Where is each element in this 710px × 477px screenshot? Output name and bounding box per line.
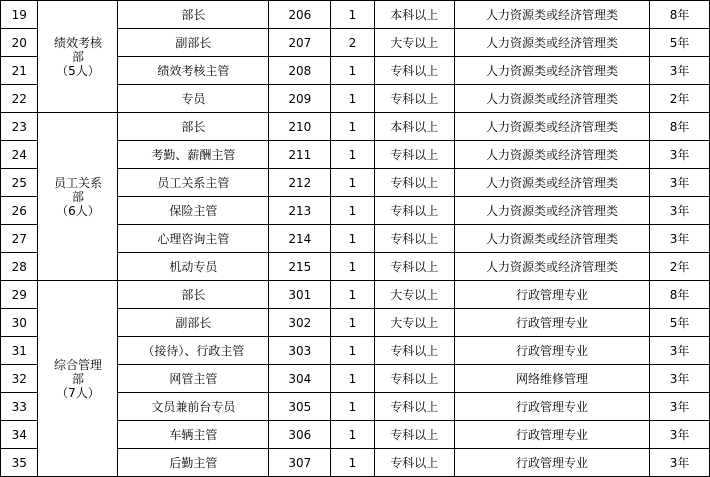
cell-education: 专科以上	[374, 169, 454, 197]
cell-headcount: 1	[331, 225, 375, 253]
cell-index: 21	[1, 57, 38, 85]
department-line: 部	[71, 49, 84, 64]
cell-position-code: 206	[269, 1, 331, 29]
cell-education: 专科以上	[374, 449, 454, 477]
cell-major: 人力资源类或经济管理类	[454, 113, 649, 141]
cell-headcount: 1	[331, 253, 375, 281]
cell-position-code: 303	[269, 337, 331, 365]
department-line: （5人）	[56, 63, 100, 78]
cell-major: 行政管理专业	[454, 309, 649, 337]
cell-major: 行政管理专业	[454, 449, 649, 477]
department-line: 部	[71, 189, 84, 204]
table-body	[1, 1, 710, 477]
cell-major: 人力资源类或经济管理类	[454, 1, 649, 29]
cell-position-code: 211	[269, 141, 331, 169]
cell-headcount: 1	[331, 365, 375, 393]
cell-position-code: 302	[269, 309, 331, 337]
cell-index: 29	[1, 281, 38, 309]
cell-department	[38, 113, 118, 281]
department-line: 部	[71, 371, 84, 386]
cell-headcount: 1	[331, 1, 375, 29]
cell-position-code: 213	[269, 197, 331, 225]
cell-position-code: 214	[269, 225, 331, 253]
cell-major: 行政管理专业	[454, 281, 649, 309]
cell-education: 专科以上	[374, 337, 454, 365]
cell-experience: 5年	[650, 29, 710, 57]
cell-department	[38, 281, 118, 477]
cell-position-code: 307	[269, 449, 331, 477]
cell-headcount: 1	[331, 113, 375, 141]
cell-experience: 3年	[650, 225, 710, 253]
cell-index: 22	[1, 85, 38, 113]
cell-education: 专科以上	[374, 57, 454, 85]
cell-experience: 8年	[650, 1, 710, 29]
cell-major: 行政管理专业	[454, 337, 649, 365]
cell-index: 28	[1, 253, 38, 281]
cell-index: 26	[1, 197, 38, 225]
cell-index: 30	[1, 309, 38, 337]
cell-education: 本科以上	[374, 1, 454, 29]
cell-position-code: 208	[269, 57, 331, 85]
cell-index: 32	[1, 365, 38, 393]
cell-headcount: 1	[331, 141, 375, 169]
cell-headcount: 1	[331, 57, 375, 85]
cell-experience: 3年	[650, 197, 710, 225]
table-row	[1, 1, 710, 29]
cell-position: 网管主管	[118, 365, 269, 393]
cell-index: 24	[1, 141, 38, 169]
cell-education: 专科以上	[374, 253, 454, 281]
cell-position: 心理咨询主管	[118, 225, 269, 253]
cell-position-code: 209	[269, 85, 331, 113]
cell-experience: 3年	[650, 57, 710, 85]
cell-headcount: 1	[331, 309, 375, 337]
cell-education: 专科以上	[374, 393, 454, 421]
cell-index: 27	[1, 225, 38, 253]
cell-major: 行政管理专业	[454, 393, 649, 421]
cell-headcount: 2	[331, 29, 375, 57]
cell-experience: 3年	[650, 393, 710, 421]
cell-major: 人力资源类或经济管理类	[454, 169, 649, 197]
department-line: （7人）	[56, 385, 100, 400]
cell-position: 专员	[118, 85, 269, 113]
cell-position: 绩效考核主管	[118, 57, 269, 85]
department-line: 综合管理	[53, 357, 102, 372]
cell-position: 机动专员	[118, 253, 269, 281]
cell-education: 专科以上	[374, 365, 454, 393]
cell-major: 人力资源类或经济管理类	[454, 225, 649, 253]
cell-major: 人力资源类或经济管理类	[454, 253, 649, 281]
cell-major: 人力资源类或经济管理类	[454, 29, 649, 57]
cell-index: 34	[1, 421, 38, 449]
cell-experience: 5年	[650, 309, 710, 337]
cell-major: 网络维修管理	[454, 365, 649, 393]
cell-major: 人力资源类或经济管理类	[454, 197, 649, 225]
cell-index: 25	[1, 169, 38, 197]
cell-position-code: 215	[269, 253, 331, 281]
cell-education: 大专以上	[374, 309, 454, 337]
cell-position: 保险主管	[118, 197, 269, 225]
cell-education: 专科以上	[374, 421, 454, 449]
cell-education: 专科以上	[374, 197, 454, 225]
cell-position: 副部长	[118, 29, 269, 57]
cell-experience: 3年	[650, 365, 710, 393]
cell-position-code: 304	[269, 365, 331, 393]
cell-position: 部长	[118, 281, 269, 309]
cell-education: 大专以上	[374, 281, 454, 309]
cell-position: 副部长	[118, 309, 269, 337]
cell-experience: 3年	[650, 449, 710, 477]
cell-education: 大专以上	[374, 29, 454, 57]
cell-major: 行政管理专业	[454, 421, 649, 449]
cell-experience: 8年	[650, 281, 710, 309]
cell-position: 车辆主管	[118, 421, 269, 449]
cell-position: 部长	[118, 1, 269, 29]
cell-headcount: 1	[331, 421, 375, 449]
cell-index: 35	[1, 449, 38, 477]
cell-position-code: 306	[269, 421, 331, 449]
cell-position: 后勤主管	[118, 449, 269, 477]
cell-headcount: 1	[331, 337, 375, 365]
cell-index: 31	[1, 337, 38, 365]
cell-experience: 2年	[650, 85, 710, 113]
cell-headcount: 1	[331, 449, 375, 477]
department-line: 员工关系	[53, 175, 102, 190]
cell-experience: 8年	[650, 113, 710, 141]
cell-position-code: 207	[269, 29, 331, 57]
cell-position: 员工关系主管	[118, 169, 269, 197]
cell-major: 人力资源类或经济管理类	[454, 57, 649, 85]
cell-education: 专科以上	[374, 141, 454, 169]
department-line: 绩效考核	[53, 35, 102, 50]
cell-position: 考勤、薪酬主管	[118, 141, 269, 169]
cell-position-code: 301	[269, 281, 331, 309]
cell-headcount: 1	[331, 281, 375, 309]
cell-position-code: 212	[269, 169, 331, 197]
cell-position-code: 305	[269, 393, 331, 421]
cell-major: 人力资源类或经济管理类	[454, 141, 649, 169]
cell-department	[38, 1, 118, 113]
cell-education: 本科以上	[374, 113, 454, 141]
cell-headcount: 1	[331, 197, 375, 225]
cell-position: 部长	[118, 113, 269, 141]
cell-experience: 3年	[650, 337, 710, 365]
cell-index: 19	[1, 1, 38, 29]
cell-position-code: 210	[269, 113, 331, 141]
cell-headcount: 1	[331, 169, 375, 197]
cell-experience: 3年	[650, 421, 710, 449]
cell-headcount: 1	[331, 393, 375, 421]
cell-education: 专科以上	[374, 85, 454, 113]
cell-position: 文员兼前台专员	[118, 393, 269, 421]
cell-position: （接待）、行政主管	[118, 337, 269, 365]
cell-index: 33	[1, 393, 38, 421]
cell-experience: 3年	[650, 169, 710, 197]
department-line: （6人）	[56, 203, 100, 218]
cell-headcount: 1	[331, 85, 375, 113]
cell-experience: 3年	[650, 141, 710, 169]
cell-index: 23	[1, 113, 38, 141]
table-row	[1, 281, 710, 309]
cell-education: 专科以上	[374, 225, 454, 253]
cell-experience: 2年	[650, 253, 710, 281]
table-row	[1, 113, 710, 141]
cell-major: 人力资源类或经济管理类	[454, 85, 649, 113]
cell-index: 20	[1, 29, 38, 57]
